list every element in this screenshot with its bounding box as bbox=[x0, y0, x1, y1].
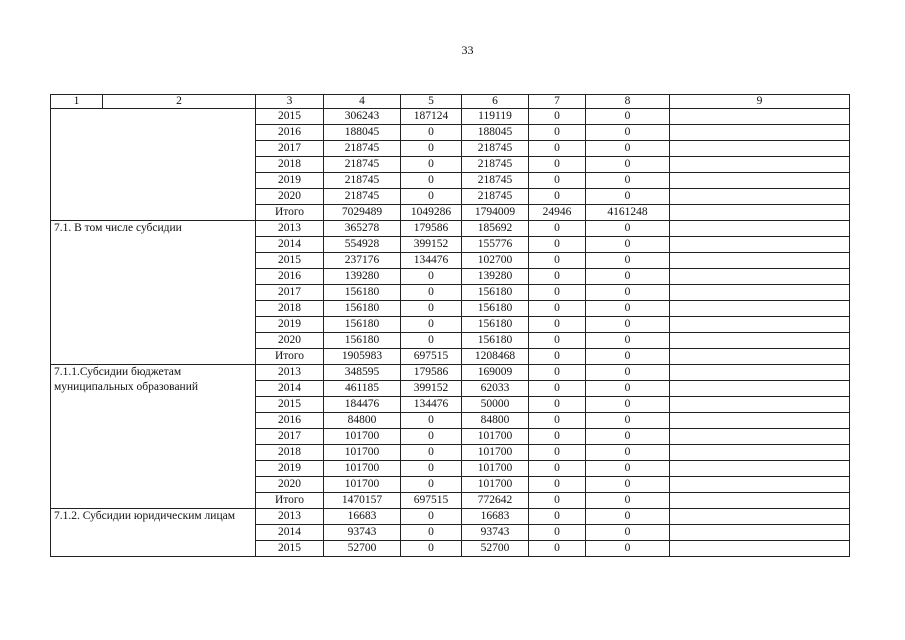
value-cell: 0 bbox=[401, 477, 462, 493]
value-cell: 0 bbox=[529, 509, 586, 525]
value-cell: 134476 bbox=[401, 253, 462, 269]
value-cell: 0 bbox=[401, 301, 462, 317]
value-cell: 0 bbox=[401, 173, 462, 189]
row-group-label bbox=[51, 109, 256, 221]
value-cell: 0 bbox=[401, 189, 462, 205]
value-cell: 102700 bbox=[462, 253, 529, 269]
value-cell: 0 bbox=[529, 381, 586, 397]
value-cell: 156180 bbox=[462, 317, 529, 333]
value-cell: 218745 bbox=[324, 157, 401, 173]
value-cell: 188045 bbox=[324, 125, 401, 141]
notes-cell bbox=[670, 493, 850, 509]
value-cell: 101700 bbox=[324, 445, 401, 461]
value-cell: 101700 bbox=[324, 477, 401, 493]
value-cell: 0 bbox=[529, 525, 586, 541]
notes-cell bbox=[670, 429, 850, 445]
notes-cell bbox=[670, 461, 850, 477]
value-cell: 0 bbox=[529, 301, 586, 317]
budget-table bbox=[50, 94, 850, 557]
value-cell: 218745 bbox=[462, 189, 529, 205]
value-cell: 0 bbox=[586, 477, 670, 493]
value-cell: 185692 bbox=[462, 221, 529, 237]
value-cell: 365278 bbox=[324, 221, 401, 237]
value-cell: 0 bbox=[529, 157, 586, 173]
year-cell: 2014 bbox=[256, 381, 324, 397]
value-cell: 0 bbox=[586, 317, 670, 333]
notes-cell bbox=[670, 541, 850, 557]
value-cell: 1470157 bbox=[324, 493, 401, 509]
year-cell: Итого bbox=[256, 349, 324, 365]
value-cell: 0 bbox=[586, 301, 670, 317]
table-row bbox=[51, 509, 850, 525]
value-cell: 0 bbox=[586, 269, 670, 285]
value-cell: 0 bbox=[529, 413, 586, 429]
value-cell: 156180 bbox=[462, 285, 529, 301]
column-header: 9 bbox=[670, 95, 850, 109]
notes-cell bbox=[670, 173, 850, 189]
year-cell: 2013 bbox=[256, 365, 324, 381]
value-cell: 697515 bbox=[401, 493, 462, 509]
value-cell: 179586 bbox=[401, 221, 462, 237]
value-cell: 306243 bbox=[324, 109, 401, 125]
value-cell: 16683 bbox=[324, 509, 401, 525]
value-cell: 237176 bbox=[324, 253, 401, 269]
value-cell: 0 bbox=[401, 509, 462, 525]
value-cell: 697515 bbox=[401, 349, 462, 365]
value-cell: 0 bbox=[401, 333, 462, 349]
value-cell: 188045 bbox=[462, 125, 529, 141]
value-cell: 1905983 bbox=[324, 349, 401, 365]
value-cell: 0 bbox=[586, 253, 670, 269]
column-header: 2 bbox=[103, 95, 256, 109]
notes-cell bbox=[670, 509, 850, 525]
value-cell: 0 bbox=[529, 365, 586, 381]
value-cell: 0 bbox=[529, 541, 586, 557]
value-cell: 0 bbox=[529, 445, 586, 461]
value-cell: 169009 bbox=[462, 365, 529, 381]
value-cell: 155776 bbox=[462, 237, 529, 253]
value-cell: 156180 bbox=[324, 285, 401, 301]
notes-cell bbox=[670, 477, 850, 493]
value-cell: 0 bbox=[401, 413, 462, 429]
value-cell: 0 bbox=[586, 221, 670, 237]
value-cell: 187124 bbox=[401, 109, 462, 125]
value-cell: 101700 bbox=[324, 429, 401, 445]
value-cell: 0 bbox=[529, 397, 586, 413]
year-cell: 2018 bbox=[256, 301, 324, 317]
value-cell: 134476 bbox=[401, 397, 462, 413]
notes-cell bbox=[670, 141, 850, 157]
notes-cell bbox=[670, 237, 850, 253]
year-cell: 2020 bbox=[256, 477, 324, 493]
value-cell: 218745 bbox=[462, 141, 529, 157]
value-cell: 0 bbox=[529, 189, 586, 205]
notes-cell bbox=[670, 525, 850, 541]
value-cell: 0 bbox=[401, 541, 462, 557]
value-cell: 156180 bbox=[324, 301, 401, 317]
notes-cell bbox=[670, 349, 850, 365]
year-cell: 2014 bbox=[256, 525, 324, 541]
value-cell: 0 bbox=[529, 461, 586, 477]
value-cell: 184476 bbox=[324, 397, 401, 413]
value-cell: 554928 bbox=[324, 237, 401, 253]
value-cell: 0 bbox=[586, 237, 670, 253]
value-cell: 218745 bbox=[462, 157, 529, 173]
year-cell: 2015 bbox=[256, 253, 324, 269]
table-body bbox=[51, 95, 850, 557]
value-cell: 0 bbox=[586, 157, 670, 173]
notes-cell bbox=[670, 317, 850, 333]
column-header: 5 bbox=[401, 95, 462, 109]
year-cell: Итого bbox=[256, 493, 324, 509]
row-group-label: 7.1.2. Субсидии юридическим лицам bbox=[51, 509, 256, 557]
value-cell: 218745 bbox=[324, 189, 401, 205]
notes-cell bbox=[670, 285, 850, 301]
year-cell: 2013 bbox=[256, 509, 324, 525]
value-cell: 93743 bbox=[324, 525, 401, 541]
value-cell: 156180 bbox=[324, 333, 401, 349]
value-cell: 0 bbox=[401, 125, 462, 141]
year-cell: 2019 bbox=[256, 461, 324, 477]
value-cell: 0 bbox=[529, 269, 586, 285]
value-cell: 0 bbox=[529, 125, 586, 141]
notes-cell bbox=[670, 109, 850, 125]
notes-cell bbox=[670, 157, 850, 173]
value-cell: 0 bbox=[586, 413, 670, 429]
row-group-label: 7.1.1.Субсидии бюджетам муниципальных образований bbox=[51, 365, 256, 509]
year-cell: 2015 bbox=[256, 109, 324, 125]
value-cell: 0 bbox=[529, 237, 586, 253]
value-cell: 0 bbox=[586, 445, 670, 461]
notes-cell bbox=[670, 221, 850, 237]
value-cell: 0 bbox=[401, 317, 462, 333]
value-cell: 0 bbox=[586, 541, 670, 557]
value-cell: 0 bbox=[586, 173, 670, 189]
value-cell: 218745 bbox=[324, 173, 401, 189]
value-cell: 0 bbox=[401, 525, 462, 541]
value-cell: 93743 bbox=[462, 525, 529, 541]
value-cell: 0 bbox=[586, 365, 670, 381]
value-cell: 179586 bbox=[401, 365, 462, 381]
value-cell: 0 bbox=[529, 221, 586, 237]
value-cell: 0 bbox=[586, 125, 670, 141]
value-cell: 218745 bbox=[462, 173, 529, 189]
column-header: 1 bbox=[51, 95, 103, 109]
value-cell: 101700 bbox=[462, 461, 529, 477]
value-cell: 0 bbox=[529, 285, 586, 301]
value-cell: 101700 bbox=[324, 461, 401, 477]
value-cell: 0 bbox=[586, 109, 670, 125]
value-cell: 0 bbox=[586, 381, 670, 397]
notes-cell bbox=[670, 381, 850, 397]
year-cell: 2019 bbox=[256, 173, 324, 189]
year-cell: 2013 bbox=[256, 221, 324, 237]
value-cell: 156180 bbox=[462, 333, 529, 349]
header-row bbox=[51, 95, 850, 109]
value-cell: 0 bbox=[529, 349, 586, 365]
table-row bbox=[51, 365, 850, 381]
value-cell: 156180 bbox=[324, 317, 401, 333]
value-cell: 0 bbox=[586, 429, 670, 445]
value-cell: 399152 bbox=[401, 237, 462, 253]
table-row bbox=[51, 109, 850, 125]
year-cell: 2017 bbox=[256, 429, 324, 445]
value-cell: 0 bbox=[401, 429, 462, 445]
year-cell: 2016 bbox=[256, 413, 324, 429]
year-cell: Итого bbox=[256, 205, 324, 221]
year-cell: 2018 bbox=[256, 157, 324, 173]
value-cell: 0 bbox=[529, 109, 586, 125]
value-cell: 7029489 bbox=[324, 205, 401, 221]
year-cell: 2018 bbox=[256, 445, 324, 461]
value-cell: 0 bbox=[586, 461, 670, 477]
value-cell: 0 bbox=[586, 493, 670, 509]
value-cell: 24946 bbox=[529, 205, 586, 221]
year-cell: 2020 bbox=[256, 333, 324, 349]
column-header: 6 bbox=[462, 95, 529, 109]
value-cell: 50000 bbox=[462, 397, 529, 413]
notes-cell bbox=[670, 413, 850, 429]
notes-cell bbox=[670, 125, 850, 141]
value-cell: 139280 bbox=[462, 269, 529, 285]
value-cell: 0 bbox=[529, 429, 586, 445]
value-cell: 0 bbox=[529, 253, 586, 269]
notes-cell bbox=[670, 397, 850, 413]
value-cell: 119119 bbox=[462, 109, 529, 125]
year-cell: 2019 bbox=[256, 317, 324, 333]
value-cell: 218745 bbox=[324, 141, 401, 157]
value-cell: 0 bbox=[401, 141, 462, 157]
column-header: 7 bbox=[529, 95, 586, 109]
notes-cell bbox=[670, 365, 850, 381]
value-cell: 156180 bbox=[462, 301, 529, 317]
value-cell: 4161248 bbox=[586, 205, 670, 221]
value-cell: 0 bbox=[586, 397, 670, 413]
notes-cell bbox=[670, 301, 850, 317]
value-cell: 0 bbox=[401, 461, 462, 477]
value-cell: 0 bbox=[586, 509, 670, 525]
value-cell: 0 bbox=[529, 493, 586, 509]
value-cell: 0 bbox=[529, 317, 586, 333]
value-cell: 62033 bbox=[462, 381, 529, 397]
value-cell: 0 bbox=[529, 333, 586, 349]
value-cell: 0 bbox=[586, 525, 670, 541]
table-row bbox=[51, 221, 850, 237]
value-cell: 84800 bbox=[462, 413, 529, 429]
column-header: 4 bbox=[324, 95, 401, 109]
value-cell: 101700 bbox=[462, 429, 529, 445]
year-cell: 2014 bbox=[256, 237, 324, 253]
value-cell: 1794009 bbox=[462, 205, 529, 221]
column-header: 3 bbox=[256, 95, 324, 109]
year-cell: 2016 bbox=[256, 125, 324, 141]
value-cell: 84800 bbox=[324, 413, 401, 429]
value-cell: 0 bbox=[529, 477, 586, 493]
year-cell: 2015 bbox=[256, 541, 324, 557]
value-cell: 139280 bbox=[324, 269, 401, 285]
value-cell: 772642 bbox=[462, 493, 529, 509]
value-cell: 0 bbox=[529, 141, 586, 157]
value-cell: 101700 bbox=[462, 445, 529, 461]
year-cell: 2015 bbox=[256, 397, 324, 413]
notes-cell bbox=[670, 189, 850, 205]
value-cell: 461185 bbox=[324, 381, 401, 397]
value-cell: 16683 bbox=[462, 509, 529, 525]
column-header: 8 bbox=[586, 95, 670, 109]
value-cell: 0 bbox=[529, 173, 586, 189]
value-cell: 348595 bbox=[324, 365, 401, 381]
notes-cell bbox=[670, 253, 850, 269]
value-cell: 52700 bbox=[324, 541, 401, 557]
notes-cell bbox=[670, 333, 850, 349]
value-cell: 0 bbox=[401, 285, 462, 301]
value-cell: 0 bbox=[586, 141, 670, 157]
value-cell: 0 bbox=[586, 333, 670, 349]
value-cell: 0 bbox=[586, 349, 670, 365]
page-number: 33 bbox=[461, 43, 474, 57]
row-group-label: 7.1. В том числе субсидии bbox=[51, 221, 256, 365]
value-cell: 0 bbox=[401, 445, 462, 461]
value-cell: 1049286 bbox=[401, 205, 462, 221]
value-cell: 0 bbox=[586, 189, 670, 205]
notes-cell bbox=[670, 269, 850, 285]
value-cell: 0 bbox=[401, 157, 462, 173]
notes-cell bbox=[670, 205, 850, 221]
value-cell: 1208468 bbox=[462, 349, 529, 365]
year-cell: 2020 bbox=[256, 189, 324, 205]
year-cell: 2016 bbox=[256, 269, 324, 285]
year-cell: 2017 bbox=[256, 285, 324, 301]
value-cell: 0 bbox=[586, 285, 670, 301]
value-cell: 399152 bbox=[401, 381, 462, 397]
value-cell: 0 bbox=[401, 269, 462, 285]
year-cell: 2017 bbox=[256, 141, 324, 157]
notes-cell bbox=[670, 445, 850, 461]
value-cell: 52700 bbox=[462, 541, 529, 557]
value-cell: 101700 bbox=[462, 477, 529, 493]
